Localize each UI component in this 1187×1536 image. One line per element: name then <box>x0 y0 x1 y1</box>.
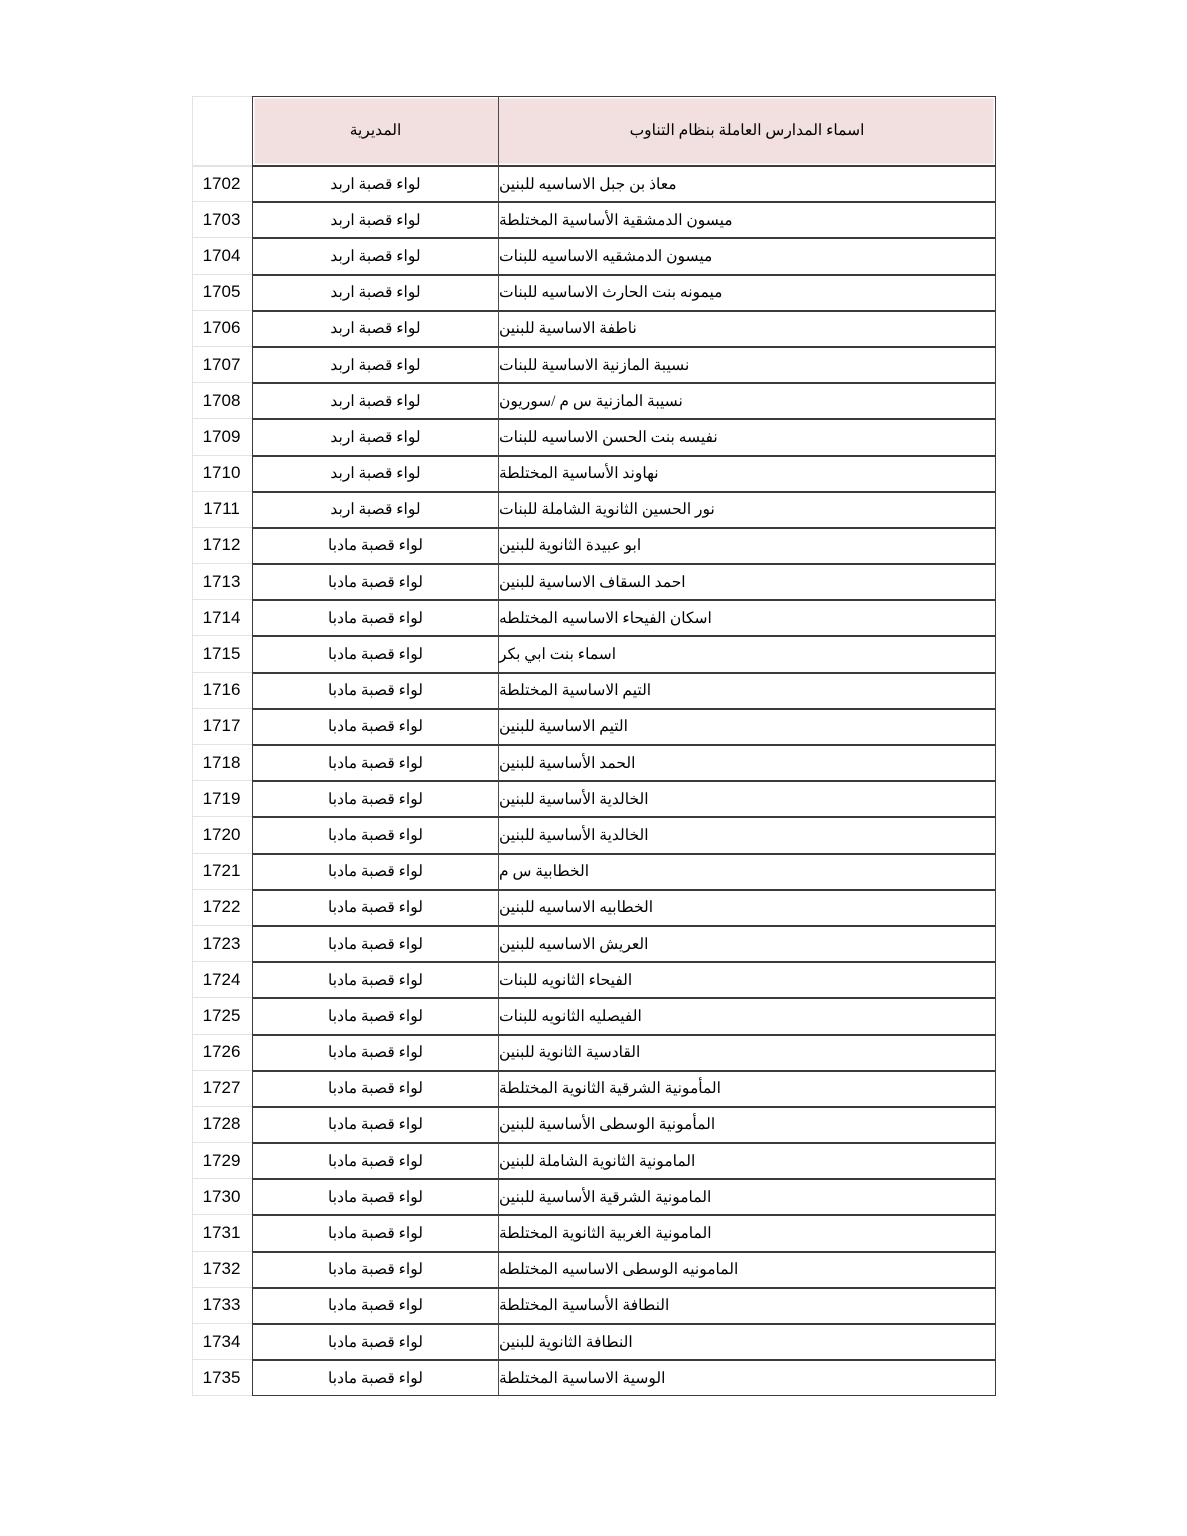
cell-school-name: المأمونية الشرقية الثانوية المختلطة <box>498 1071 996 1107</box>
table-row <box>192 1143 996 1179</box>
cell-school-name: ميسون الدمشقية الأساسية المختلطة <box>498 202 996 238</box>
table-row <box>192 528 996 564</box>
table-row <box>192 1071 996 1107</box>
cell-row-number: 1729 <box>192 1143 252 1179</box>
cell-school-name: احمد السقاف الاساسية للبنين <box>498 564 996 600</box>
table-row <box>192 383 996 419</box>
cell-directorate: لواء قصبة مادبا <box>252 636 498 672</box>
cell-directorate: لواء قصبة مادبا <box>252 1288 498 1324</box>
cell-school-name: ناطفة الاساسية للبنين <box>498 311 996 347</box>
table-row <box>192 817 996 853</box>
cell-directorate: لواء قصبة مادبا <box>252 926 498 962</box>
cell-school-name: المامونية الغربية الثانوية المختلطة <box>498 1215 996 1251</box>
table-row <box>192 636 996 672</box>
cell-directorate: لواء قصبة مادبا <box>252 998 498 1034</box>
cell-row-number: 1720 <box>192 817 252 853</box>
cell-row-number: 1717 <box>192 709 252 745</box>
table-header <box>192 96 996 166</box>
table-row <box>192 1215 996 1251</box>
table-row <box>192 890 996 926</box>
cell-row-number: 1706 <box>192 311 252 347</box>
cell-row-number: 1735 <box>192 1360 252 1396</box>
cell-school-name: الفيصليه الثانويه للبنات <box>498 998 996 1034</box>
cell-directorate: لواء قصبة مادبا <box>252 1035 498 1071</box>
cell-school-name: التيم الاساسية للبنين <box>498 709 996 745</box>
cell-directorate: لواء قصبة مادبا <box>252 564 498 600</box>
cell-row-number: 1727 <box>192 1071 252 1107</box>
header-row <box>192 96 996 166</box>
table-row <box>192 926 996 962</box>
cell-row-number: 1733 <box>192 1288 252 1324</box>
cell-school-name: نهاوند الأساسية المختلطة <box>498 456 996 492</box>
table-row <box>192 709 996 745</box>
cell-school-name: الخالدية الأساسية للبنين <box>498 781 996 817</box>
cell-row-number: 1719 <box>192 781 252 817</box>
cell-row-number: 1723 <box>192 926 252 962</box>
cell-school-name: ميسون الدمشقيه الاساسيه للبنات <box>498 238 996 274</box>
cell-school-name: الحمد الأساسية للبنين <box>498 745 996 781</box>
cell-row-number: 1715 <box>192 636 252 672</box>
table-row <box>192 311 996 347</box>
cell-school-name: الخطابية س م <box>498 854 996 890</box>
cell-row-number: 1714 <box>192 600 252 636</box>
cell-directorate: لواء قصبة مادبا <box>252 781 498 817</box>
cell-row-number: 1705 <box>192 275 252 311</box>
cell-school-name: المأمونية الوسطى الأساسية للبنين <box>498 1107 996 1143</box>
cell-directorate: لواء قصبة اربد <box>252 492 498 528</box>
column-header-number-blank <box>192 96 252 166</box>
cell-directorate: لواء قصبة مادبا <box>252 1215 498 1251</box>
table-row <box>192 962 996 998</box>
cell-school-name: العريش الاساسيه للبنين <box>498 926 996 962</box>
cell-school-name: القادسية الثانوية للبنين <box>498 1035 996 1071</box>
cell-directorate: لواء قصبة اربد <box>252 202 498 238</box>
cell-directorate: لواء قصبة مادبا <box>252 1252 498 1288</box>
cell-directorate: لواء قصبة مادبا <box>252 1179 498 1215</box>
table-row <box>192 781 996 817</box>
cell-school-name: نسيبة المازنية س م /سوريون <box>498 383 996 419</box>
cell-directorate: لواء قصبة مادبا <box>252 962 498 998</box>
cell-school-name: النطافة الثانوية للبنين <box>498 1324 996 1360</box>
schools-table <box>192 96 996 1396</box>
table-row <box>192 419 996 455</box>
cell-row-number: 1709 <box>192 419 252 455</box>
cell-school-name: الوسية الاساسية المختلطة <box>498 1360 996 1396</box>
cell-directorate: لواء قصبة مادبا <box>252 1107 498 1143</box>
cell-directorate: لواء قصبة اربد <box>252 311 498 347</box>
cell-directorate: لواء قصبة اربد <box>252 347 498 383</box>
cell-row-number: 1725 <box>192 998 252 1034</box>
cell-row-number: 1716 <box>192 673 252 709</box>
table-row <box>192 1252 996 1288</box>
cell-school-name: ابو عبيدة الثانوية للبنين <box>498 528 996 564</box>
table-row <box>192 1107 996 1143</box>
cell-row-number: 1724 <box>192 962 252 998</box>
table-body <box>192 166 996 1396</box>
cell-row-number: 1718 <box>192 745 252 781</box>
table-row <box>192 745 996 781</box>
cell-directorate: لواء قصبة اربد <box>252 456 498 492</box>
cell-school-name: التيم الاساسية المختلطة <box>498 673 996 709</box>
table-row <box>192 166 996 202</box>
cell-school-name: الفيحاء الثانويه للبنات <box>498 962 996 998</box>
table-row <box>192 854 996 890</box>
cell-school-name: اسماء بنت ابي بكر <box>498 636 996 672</box>
cell-row-number: 1704 <box>192 238 252 274</box>
table-row <box>192 600 996 636</box>
cell-school-name: المامونية الثانوية الشاملة للبنين <box>498 1143 996 1179</box>
cell-row-number: 1710 <box>192 456 252 492</box>
cell-row-number: 1734 <box>192 1324 252 1360</box>
cell-directorate: لواء قصبة مادبا <box>252 673 498 709</box>
table-row <box>192 275 996 311</box>
cell-row-number: 1702 <box>192 166 252 202</box>
cell-directorate: لواء قصبة مادبا <box>252 1360 498 1396</box>
cell-directorate: لواء قصبة مادبا <box>252 817 498 853</box>
cell-school-name: معاذ بن جبل الاساسيه للبنين <box>498 166 996 202</box>
cell-school-name: نفيسه بنت الحسن الاساسيه للبنات <box>498 419 996 455</box>
cell-directorate: لواء قصبة مادبا <box>252 528 498 564</box>
cell-directorate: لواء قصبة مادبا <box>252 890 498 926</box>
table-row <box>192 673 996 709</box>
cell-row-number: 1731 <box>192 1215 252 1251</box>
cell-row-number: 1726 <box>192 1035 252 1071</box>
cell-row-number: 1712 <box>192 528 252 564</box>
table-row <box>192 998 996 1034</box>
cell-directorate: لواء قصبة مادبا <box>252 1143 498 1179</box>
table-row <box>192 1360 996 1396</box>
cell-school-name: المامونية الشرقية الأساسية للبنين <box>498 1179 996 1215</box>
table-row <box>192 1288 996 1324</box>
cell-school-name: نسيبة المازنية الاساسية للبنات <box>498 347 996 383</box>
cell-directorate: لواء قصبة اربد <box>252 419 498 455</box>
cell-school-name: ميمونه بنت الحارث الاساسيه للبنات <box>498 275 996 311</box>
column-header-schools <box>498 96 996 166</box>
cell-row-number: 1722 <box>192 890 252 926</box>
cell-row-number: 1707 <box>192 347 252 383</box>
cell-directorate: لواء قصبة اربد <box>252 275 498 311</box>
table-row <box>192 238 996 274</box>
cell-row-number: 1708 <box>192 383 252 419</box>
cell-row-number: 1703 <box>192 202 252 238</box>
cell-directorate: لواء قصبة مادبا <box>252 600 498 636</box>
column-header-schools-label: اسماء المدارس العاملة بنظام التناوب <box>629 122 865 140</box>
cell-directorate: لواء قصبة اربد <box>252 166 498 202</box>
cell-directorate: لواء قصبة اربد <box>252 383 498 419</box>
cell-directorate: لواء قصبة مادبا <box>252 745 498 781</box>
table-row <box>192 1035 996 1071</box>
table-row <box>192 347 996 383</box>
column-header-directorate <box>252 96 498 166</box>
cell-school-name: المامونيه الوسطى الاساسيه المختلطه <box>498 1252 996 1288</box>
cell-school-name: اسكان الفيحاء الاساسيه المختلطه <box>498 600 996 636</box>
cell-directorate: لواء قصبة مادبا <box>252 1324 498 1360</box>
cell-directorate: لواء قصبة مادبا <box>252 709 498 745</box>
cell-row-number: 1711 <box>192 492 252 528</box>
cell-school-name: نور الحسين الثانوية الشاملة للبنات <box>498 492 996 528</box>
schools-table-container <box>192 96 996 1396</box>
table-row <box>192 202 996 238</box>
table-row <box>192 456 996 492</box>
cell-row-number: 1728 <box>192 1107 252 1143</box>
table-row <box>192 564 996 600</box>
cell-directorate: لواء قصبة مادبا <box>252 854 498 890</box>
cell-school-name: الخالدية الأساسية للبنين <box>498 817 996 853</box>
cell-row-number: 1721 <box>192 854 252 890</box>
column-header-directorate-label: المديرية <box>349 122 402 140</box>
cell-directorate: لواء قصبة اربد <box>252 238 498 274</box>
table-row <box>192 1179 996 1215</box>
cell-row-number: 1730 <box>192 1179 252 1215</box>
cell-directorate: لواء قصبة مادبا <box>252 1071 498 1107</box>
cell-school-name: الخطابيه الاساسيه للبنين <box>498 890 996 926</box>
cell-school-name: النطافة الأساسية المختلطة <box>498 1288 996 1324</box>
table-row <box>192 492 996 528</box>
table-row <box>192 1324 996 1360</box>
cell-row-number: 1732 <box>192 1252 252 1288</box>
cell-row-number: 1713 <box>192 564 252 600</box>
